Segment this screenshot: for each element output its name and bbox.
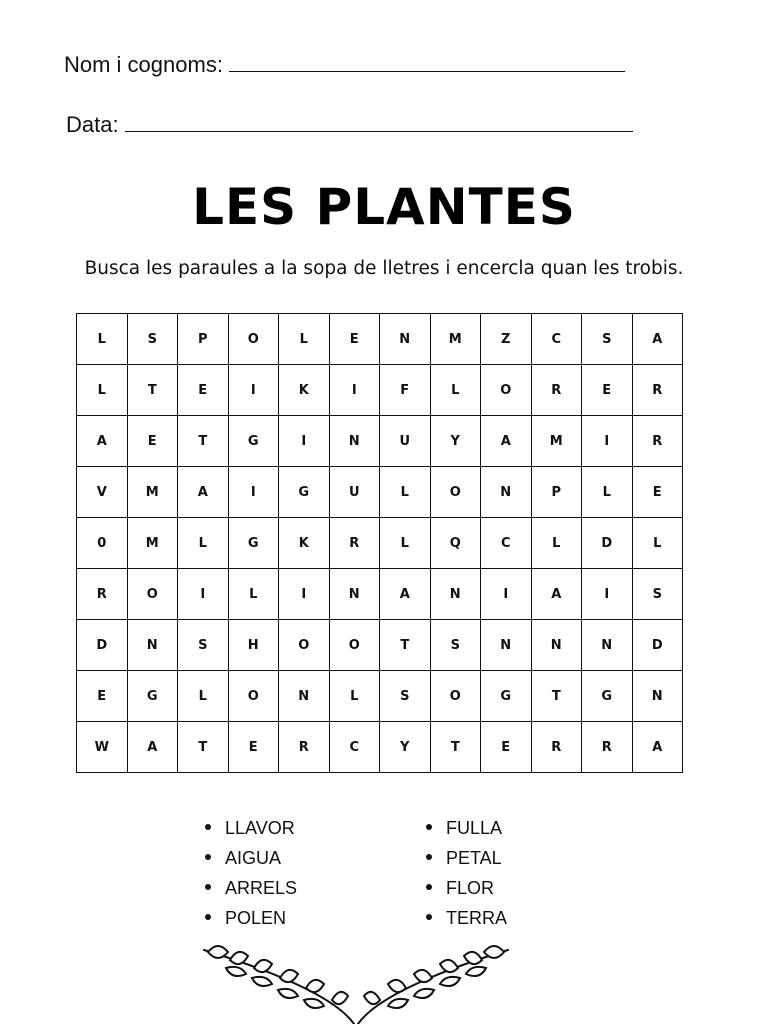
grid-row [77,365,683,416]
grid-cell[interactable]: N [531,620,582,671]
grid-cell[interactable]: I [582,416,633,467]
grid-cell[interactable]: N [430,569,481,620]
word-label: FLOR [446,878,495,898]
grid-cell[interactable]: L [178,671,229,722]
grid-cell[interactable]: A [632,722,683,773]
grid-cell[interactable]: G [279,467,330,518]
grid-cell[interactable]: S [178,620,229,671]
grid-cell[interactable]: M [127,467,178,518]
grid-cell[interactable]: M [430,314,481,365]
word-list-item [426,813,507,843]
word-list-item [205,873,297,903]
instructions-text: Busca les paraules a la sopa de lletres i encercla quan les trobis. [84,258,684,279]
grid-cell[interactable]: L [430,365,481,416]
bullet-icon [426,884,432,890]
grid-cell[interactable]: R [582,722,633,773]
grid-cell[interactable]: M [127,518,178,569]
grid-cell[interactable]: O [430,467,481,518]
grid-cell[interactable]: D [77,620,128,671]
grid-cell[interactable]: L [77,365,128,416]
grid-cell[interactable]: R [531,722,582,773]
grid-cell[interactable]: A [531,569,582,620]
grid-cell[interactable]: N [632,671,683,722]
word-search-grid [76,313,683,773]
word-list-item [426,873,507,903]
grid-cell[interactable]: W [77,722,128,773]
grid-cell[interactable]: T [531,671,582,722]
grid-cell[interactable]: L [632,518,683,569]
grid-cell[interactable]: I [228,467,279,518]
grid-cell[interactable]: E [481,722,532,773]
laurel-branch-icon [196,938,516,1024]
grid-cell[interactable]: G [228,416,279,467]
grid-cell[interactable]: O [279,620,330,671]
bullet-icon [205,854,211,860]
word-label: ARRELS [225,878,298,898]
grid-row [77,620,683,671]
date-field[interactable] [66,112,633,138]
bullet-icon [205,884,211,890]
grid-cell[interactable]: I [178,569,229,620]
grid-cell[interactable]: S [582,314,633,365]
grid-row [77,722,683,773]
grid-cell[interactable]: S [430,620,481,671]
grid-cell[interactable]: T [430,722,481,773]
grid-row [77,569,683,620]
word-label: FULLA [446,818,503,838]
grid-cell[interactable]: I [329,365,380,416]
page-title: LES PLANTES [192,178,576,236]
grid-cell[interactable]: A [380,569,431,620]
grid-cell[interactable]: N [481,620,532,671]
grid-cell[interactable]: A [178,467,229,518]
grid-cell[interactable]: O [329,620,380,671]
word-list-item [205,813,297,843]
grid-cell[interactable]: L [228,569,279,620]
grid-cell[interactable]: T [380,620,431,671]
grid-cell[interactable]: N [582,620,633,671]
grid-cell[interactable]: N [481,467,532,518]
grid-cell[interactable]: E [178,365,229,416]
grid-cell[interactable]: R [531,365,582,416]
grid-cell[interactable]: T [178,416,229,467]
grid-cell[interactable]: I [279,416,330,467]
grid-cell[interactable]: U [380,416,431,467]
grid-cell[interactable]: G [582,671,633,722]
grid-cell[interactable]: K [279,518,330,569]
grid-cell[interactable]: Z [481,314,532,365]
word-label: PETAL [446,848,502,868]
grid-cell[interactable]: L [329,671,380,722]
grid-cell[interactable]: I [481,569,532,620]
grid-cell[interactable]: F [380,365,431,416]
grid-cell[interactable]: O [228,314,279,365]
grid-cell[interactable]: Q [430,518,481,569]
grid-cell[interactable]: C [329,722,380,773]
grid-cell[interactable]: L [380,467,431,518]
grid-cell[interactable]: A [77,416,128,467]
grid-cell[interactable]: L [380,518,431,569]
grid-cell[interactable]: U [329,467,380,518]
name-blank-line[interactable] [229,53,625,72]
grid-cell[interactable]: E [77,671,128,722]
bullet-icon [205,824,211,830]
grid-row [77,416,683,467]
word-list-item [205,843,297,873]
grid-cell[interactable]: H [228,620,279,671]
bullet-icon [426,854,432,860]
bullet-icon [426,824,432,830]
name-field[interactable] [64,52,625,78]
grid-cell[interactable]: L [279,314,330,365]
grid-cell[interactable]: O [228,671,279,722]
grid-cell[interactable]: A [127,722,178,773]
grid-cell[interactable]: R [632,365,683,416]
date-blank-line[interactable] [125,113,633,132]
grid-cell[interactable]: I [228,365,279,416]
word-label: POLEN [225,908,287,928]
grid-cell[interactable]: D [632,620,683,671]
grid-cell[interactable]: S [380,671,431,722]
word-list-item [205,903,297,933]
grid-cell[interactable]: T [178,722,229,773]
grid-cell[interactable]: P [178,314,229,365]
grid-cell[interactable]: L [178,518,229,569]
grid-cell[interactable]: O [430,671,481,722]
grid-cell[interactable]: Y [380,722,431,773]
grid-cell[interactable]: S [127,314,178,365]
date-label: Data: [66,112,119,137]
grid-cell[interactable]: L [582,467,633,518]
grid-cell[interactable]: L [531,518,582,569]
grid-cell[interactable]: O [481,365,532,416]
grid-cell[interactable]: E [228,722,279,773]
grid-cell[interactable]: S [632,569,683,620]
grid-cell[interactable]: N [279,671,330,722]
grid-cell[interactable]: E [632,467,683,518]
word-list-left [205,813,297,933]
grid-cell[interactable]: T [127,365,178,416]
grid-cell[interactable]: Y [430,416,481,467]
grid-cell[interactable]: M [531,416,582,467]
grid-cell[interactable]: R [279,722,330,773]
word-list-item [426,843,507,873]
grid-cell[interactable]: N [127,620,178,671]
grid-cell[interactable]: C [481,518,532,569]
grid-row [77,467,683,518]
grid-row [77,671,683,722]
grid-cell[interactable]: A [632,314,683,365]
grid-cell[interactable]: I [279,569,330,620]
bullet-icon [426,914,432,920]
grid-cell[interactable]: N [329,569,380,620]
grid-cell[interactable]: K [279,365,330,416]
grid-row [77,314,683,365]
grid-cell[interactable]: E [127,416,178,467]
grid-cell[interactable]: 0 [77,518,128,569]
word-label: LLAVOR [225,818,295,838]
word-label: AIGUA [225,848,282,868]
grid-cell[interactable]: A [481,416,532,467]
grid-cell[interactable]: P [531,467,582,518]
grid-cell[interactable]: R [632,416,683,467]
grid-cell[interactable]: E [582,365,633,416]
grid-cell[interactable]: G [481,671,532,722]
grid-cell[interactable]: G [228,518,279,569]
grid-cell[interactable]: R [77,569,128,620]
word-label: TERRA [446,908,508,928]
grid-cell[interactable]: V [77,467,128,518]
word-list-right [426,813,507,933]
word-list-item [426,903,507,933]
grid-cell[interactable]: N [329,416,380,467]
grid-cell[interactable]: E [329,314,380,365]
grid-cell[interactable]: L [77,314,128,365]
grid-cell[interactable]: I [582,569,633,620]
grid-cell[interactable]: D [582,518,633,569]
grid-cell[interactable]: N [380,314,431,365]
bullet-icon [205,914,211,920]
grid-cell[interactable]: G [127,671,178,722]
grid-cell[interactable]: O [127,569,178,620]
grid-cell[interactable]: C [531,314,582,365]
name-label: Nom i cognoms: [64,52,223,77]
grid-cell[interactable]: R [329,518,380,569]
grid-row [77,518,683,569]
